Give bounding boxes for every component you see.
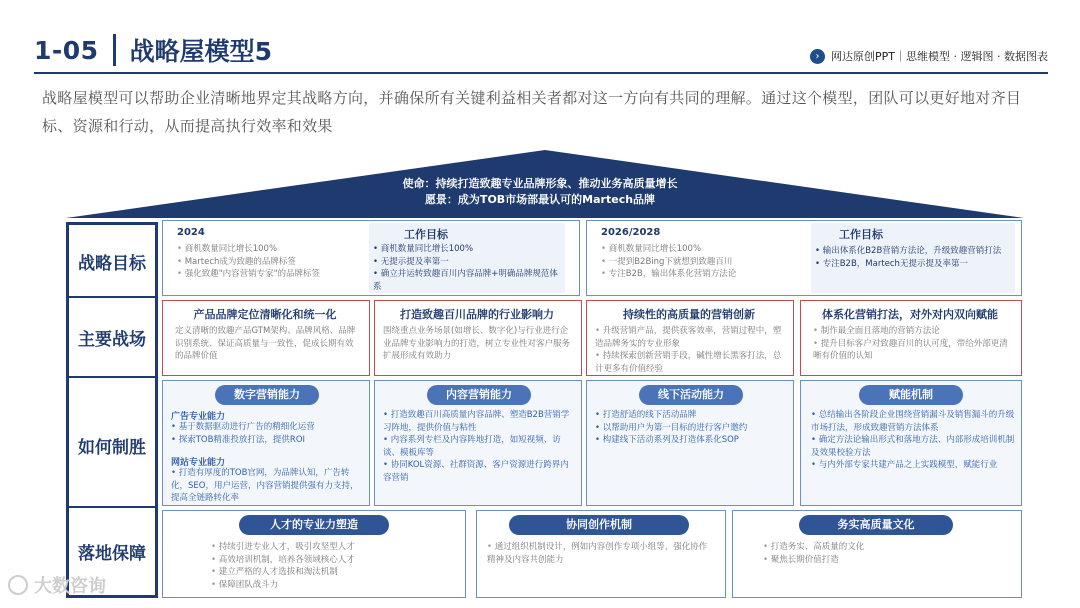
row-divider xyxy=(66,376,158,378)
work-goal-title: 工作目标 xyxy=(404,228,448,241)
battle-title: 持续性的高质量的营销创新 xyxy=(623,308,755,321)
list-item: • 确立并运转致趣百川内容品牌+明确品牌规范体系 xyxy=(373,268,563,293)
list-item: • Martech成为致趣的品牌标签 xyxy=(177,256,367,269)
win-title-pill: 数字营销能力 xyxy=(215,385,319,405)
support-list xyxy=(763,541,1003,566)
support-title-pill: 人才的专业力塑造 xyxy=(239,515,389,535)
list-item: • 构建线下活动系列及打造体系化SOP xyxy=(595,434,787,447)
battle-card-1 xyxy=(162,300,370,376)
battle-title: 体系化营销打法，对外对内双向赋能 xyxy=(822,308,998,321)
list-item: • 商机数量同比增长100% xyxy=(373,243,563,256)
brand-text: 网达原创PPT｜思维模型 · 逻辑图 · 数据图表 xyxy=(831,50,1048,63)
page-title: 战略屋模型5 xyxy=(129,37,272,66)
support-title-pill: 协同创作机制 xyxy=(509,515,689,535)
list-item: • 内容系列专栏及内容阵地打造，如短视频、访谈、模板库等 xyxy=(383,434,575,459)
battle-card-3 xyxy=(586,300,794,376)
row-label-column xyxy=(66,222,158,598)
list-item: • 商机数量同比增长100% xyxy=(601,243,801,256)
goal-year: 2024 xyxy=(177,227,205,238)
win-list xyxy=(171,421,363,446)
intro-text: 战略屋模型可以帮助企业清晰地界定其战略方向，并确保所有关键利益相关者都对这一方向有共同的理解。通过这个模型，团队可以更好地对齐目标、资源和行动，从而提高执行效率和效果 xyxy=(42,89,1022,135)
support-list xyxy=(487,541,713,566)
work-goal-list xyxy=(373,243,563,293)
win-list xyxy=(811,409,1015,472)
list-item: • 以帮助用户为第一目标的进行客户邀约 xyxy=(595,422,787,435)
list-item: • 基于数据驱动进行广告的精细化运营 xyxy=(171,421,363,434)
battle-card-2 xyxy=(374,300,582,376)
row-label-battles: 主要战场 xyxy=(78,330,146,350)
win-list xyxy=(383,409,575,484)
list-item: • 建立严格的人才选拔和淘汰机制 xyxy=(211,566,461,579)
win-subheading: 广告专业能力 xyxy=(171,412,226,422)
list-item: • 持续引进专业人才，吸引攻坚型人才 xyxy=(211,541,461,554)
list-item: • 确定方法论输出形式和落地方法、内部形成培训机制及效果校验方法 xyxy=(811,434,1015,459)
goal-card-2026 xyxy=(586,220,1022,296)
battle-text: 定义清晰的致趣产品GTM架构、品牌风格、品牌识别系统、保证高质量与一致性，促成长期有效的品牌价值 xyxy=(175,326,356,361)
page-header xyxy=(34,30,272,70)
goal-year-list xyxy=(177,243,367,281)
row-divider xyxy=(66,506,158,508)
row-label-support: 落地保障 xyxy=(78,544,146,564)
list-item: • 打造致趣百川高质量内容品牌、塑造B2B营销学习阵地，提供价值与粘性 xyxy=(383,409,575,434)
row-divider xyxy=(66,296,158,298)
work-goal-title: 工作目标 xyxy=(839,228,883,241)
row-label-wins: 如何制胜 xyxy=(78,438,146,458)
list-item: • 与内外部专家共建产品之上实践模型，赋能行业 xyxy=(811,459,1015,472)
goal-card-2024 xyxy=(162,220,580,296)
support-list xyxy=(211,541,461,591)
win-title-pill: 赋能机制 xyxy=(859,385,963,405)
row-label-goals: 战略目标 xyxy=(78,254,146,274)
watermark-text: 大数咨询 xyxy=(34,576,106,597)
list-item: • 商机数量同比增长100% xyxy=(177,243,367,256)
win-card-4 xyxy=(800,380,1022,506)
list-item: • 无提示提及率第一 xyxy=(373,256,563,269)
win-list xyxy=(171,467,363,505)
goal-year: 2026/2028 xyxy=(601,227,661,238)
battle-card-4 xyxy=(800,300,1022,376)
work-goal-list xyxy=(815,245,1011,270)
win-title-pill: 内容营销能力 xyxy=(427,385,531,405)
watermark xyxy=(8,572,106,598)
win-list xyxy=(595,409,787,447)
title-divider xyxy=(113,34,116,66)
list-item: • 高效培训机制，培养各领域核心人才 xyxy=(211,554,461,567)
battle-text: 围绕重点业务场景(如增长、数字化)与行业进行企业品牌专业影响力的打造，树立专业性对客户服务扩展形成有效助力 xyxy=(383,326,571,361)
support-card-2 xyxy=(476,510,726,598)
list-item: • 升级营销产品，提供获客效率，营销过程中，塑造品牌务实的专业形象 xyxy=(595,325,787,350)
watermark-logo-icon xyxy=(8,575,28,595)
list-item: • 探索TOB精准投放打法，提供ROI xyxy=(171,434,363,447)
list-item: • 提升目标客户对致趣百川的认可度，带给外部更清晰有价值的认知 xyxy=(813,338,1013,363)
goal-year-list xyxy=(601,243,801,281)
list-item: • 打造有厚度的TOB官网，为品牌认知，广告转化，SEO，用户运营，内容营销提供强有力支持，提高全链路转化率 xyxy=(171,467,363,505)
win-card-2 xyxy=(374,380,582,506)
win-card-3 xyxy=(586,380,794,506)
chevron-right-icon: › xyxy=(810,49,825,64)
win-subheading: 网站专业能力 xyxy=(171,458,226,468)
list-item: • 一提到B2Bing下就想到致趣百川 xyxy=(601,256,801,269)
vision-text: 愿景：成为TOB市场部最认可的Martech品牌 xyxy=(424,193,656,206)
list-item: • 总结输出各阶段企业围绕营销漏斗及销售漏斗的升级市场打法，形成致趣营销方法体系 xyxy=(811,409,1015,434)
support-card-3 xyxy=(732,510,1022,598)
header-rule xyxy=(34,72,1048,74)
list-item: • 通过组织机制设计，例如内容创作专项小组等，强化协作精神及内容共创能力 xyxy=(487,541,713,566)
list-item: • 保障团队战斗力 xyxy=(211,579,461,592)
battle-title: 打造致趣百川品牌的行业影响力 xyxy=(400,308,554,321)
mission-text: 使命：持续打造致趣专业品牌形象、推动业务高质量增长 xyxy=(402,177,678,190)
section-number: 1-05 xyxy=(34,35,99,65)
support-title-pill: 务实高质量文化 xyxy=(799,515,953,535)
list-item: • 专注B2B，Martech无提示提及率第一 xyxy=(815,258,1011,271)
brand-tag xyxy=(810,48,1048,64)
battle-title: 产品品牌定位清晰化和统一化 xyxy=(193,308,337,321)
list-item: • 专注B2B，输出体系化营销方法论 xyxy=(601,268,801,281)
list-item: • 强化致趣"内容营销专家"的品牌标签 xyxy=(177,268,367,281)
battle-list xyxy=(813,325,1013,363)
list-item: • 打造务实、高质量的文化 xyxy=(763,541,1003,554)
roof-text xyxy=(0,176,1080,208)
list-item: • 制作最全面且落地的营销方法论 xyxy=(813,325,1013,338)
list-item: • 持续探索创新营销手段，碱性增长黑客打法，总计更多有价值经验 xyxy=(595,350,787,375)
list-item: • 协同KOL资源、社群资源、客户资源进行跨界内容营销 xyxy=(383,459,575,484)
list-item: • 聚焦长期价值打造 xyxy=(763,554,1003,567)
win-card-1 xyxy=(162,380,370,506)
list-item: • 输出体系化B2B营销方法论，升级致趣营销打法 xyxy=(815,245,1011,258)
win-title-pill: 线下活动能力 xyxy=(639,385,743,405)
list-item: • 打造舒适的线下活动品牌 xyxy=(595,409,787,422)
battle-list xyxy=(595,325,787,375)
support-card-1 xyxy=(162,510,466,598)
